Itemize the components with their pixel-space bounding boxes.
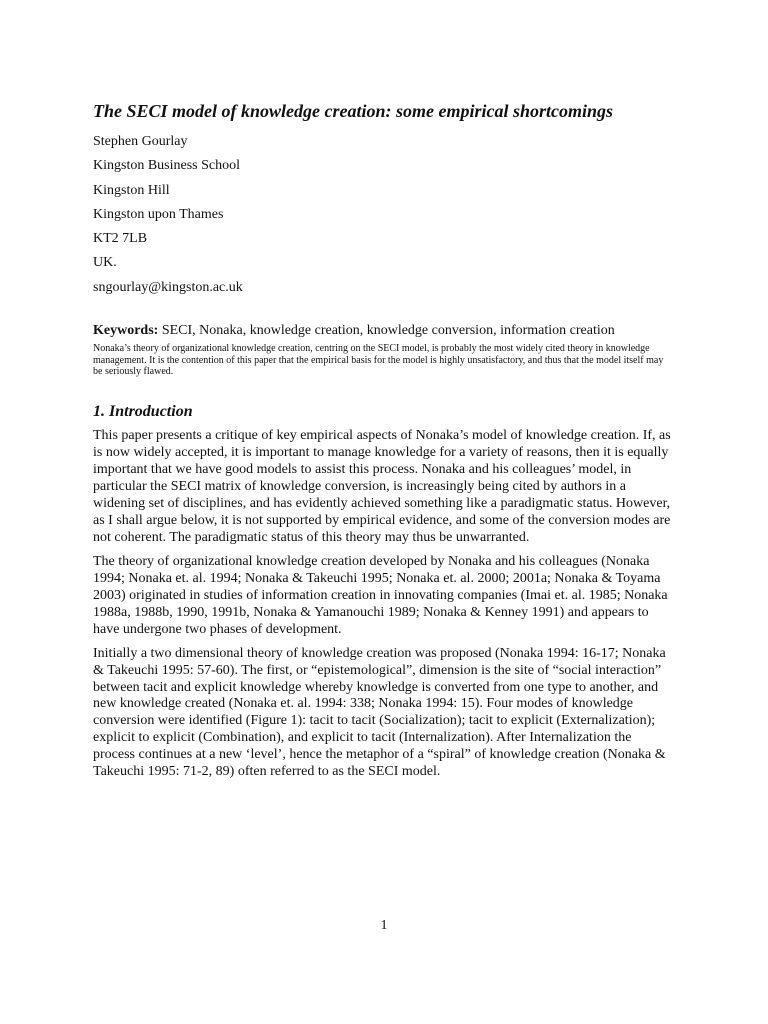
keywords-line — [93, 322, 675, 339]
body-paragraph: The theory of organizational knowledge creation developed by Nonaka and his colleagues (Nonaka 1994; Nonaka et. al. 1994; Nonaka & Takeuchi 1995; Nonaka et. al. 2000; 2001a; Nonaka & Toyama 2003) originated in studies of information creation in innovating companies (Imai et. al. 1985; Nonaka 1988a, 1988b, 1990, 1991b, Nonaka & Yamanouchi 1989; Nonaka & Kenney 1991) and appears to have undergone two phases of development. — [93, 553, 668, 637]
page-number: 1 — [380, 918, 388, 933]
keywords-label: Keywords: — [93, 323, 159, 339]
author-country: UK. — [93, 255, 117, 271]
author-address-line: Kingston Hill — [93, 182, 170, 198]
author-name: Stephen Gourlay — [93, 134, 188, 149]
abstract: Nonaka’s theory of organizational knowledge creation, centring on the SECI model, is probably the most widely cited theory in knowledge management. It is the contention of this paper that the empirical basis for the model is highly unsatisfactory, and thus that the model itself may be seriously flawed. — [93, 343, 664, 378]
author-email: sngourlay@kingston.ac.uk — [93, 279, 243, 295]
section-heading: 1. Introduction — [93, 403, 193, 421]
body-paragraph: Initially a two dimensional theory of knowledge creation was proposed (Nonaka 1994: 16-17; Nonaka & Takeuchi 1995: 57-60). The first, or “epistemological”, dimension is the site of “social interaction” between tacit and explicit knowledge whereby knowledge is converted from one type to another, and new knowledge created (Nonaka et. al. 1994: 338; Nonaka 1994: 15). Four modes of knowledge conversion were identified (Figure 1): tacit to tacit (Socialization); tacit to explicit (Externalization); explicit to explicit (Combination), and explicit to tacit (Internalization). After Internalization the process continues at a new ‘level’, hence the metaphor of a “spiral” of knowledge creation (Nonaka & Takeuchi 1995: 71-2, 89) often referred to as the SECI model. — [93, 645, 666, 780]
author-address-line: Kingston upon Thames — [93, 206, 224, 222]
body-paragraph: This paper presents a critique of key empirical aspects of Nonaka’s model of knowledge creation. If, as is now widely accepted, it is important to manage knowledge for a variety of reasons, then it is equally important that we have good models to assist this process. Nonaka and his colleagues’ model, in particular the SECI matrix of knowledge conversion, is increasingly being cited by authors in a widening set of disciplines, and has evidently achieved something like a paradigmatic status. However, as I shall argue below, it is not supported by empirical evidence, and some of the conversion modes are not coherent. The paradigmatic status of this theory may thus be unwarranted. — [93, 428, 671, 545]
keywords-text: SECI, Nonaka, knowledge creation, knowledge conversion, information creation — [158, 323, 615, 339]
author-postcode: KT2 7LB — [93, 231, 148, 247]
author-affiliation: Kingston Business School — [93, 158, 241, 174]
paper-page — [93, 100, 675, 788]
paper-title: The SECI model of knowledge creation: some empirical shortcomings — [93, 101, 614, 121]
author-block — [93, 130, 675, 300]
